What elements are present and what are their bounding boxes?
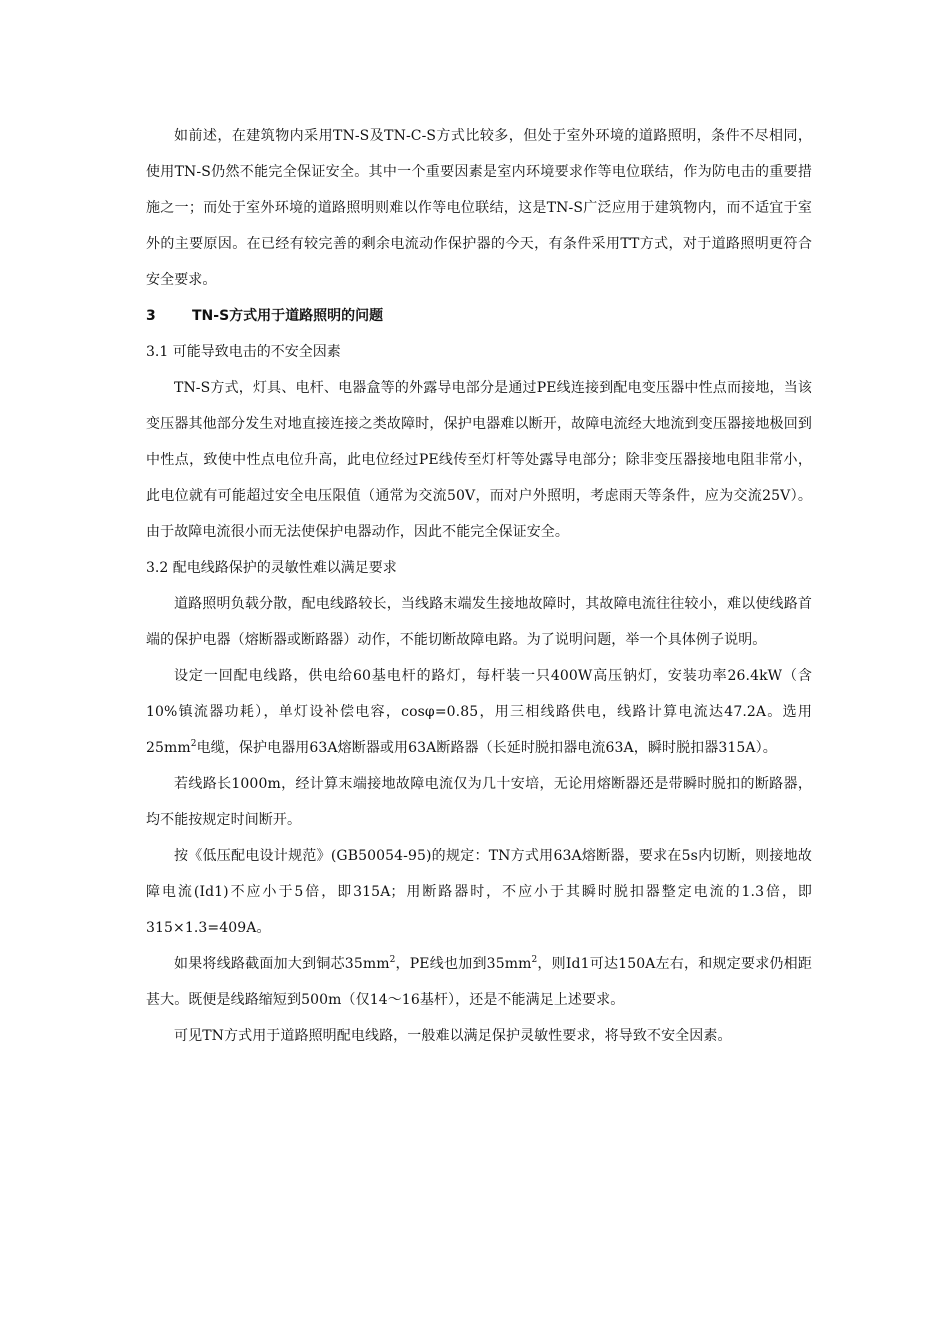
section-3-1-heading: 3.1 可能导致电击的不安全因素 — [146, 344, 341, 360]
section-3-title: TN-S方式用于道路照明的问题 — [192, 308, 384, 324]
example-text-a: 设定一回配电线路，供电给60基电杆的路灯，每杆装一只400W高压钠灯，安装功率26.4kW（含10%镇流器功耗），单灯设补偿电容，cosφ=0.85，用三相线路供电，线路计算电流达47.2A。选用25mm — [146, 668, 812, 756]
superscript-2: 2 — [190, 739, 197, 749]
section-3-number: 3 — [146, 308, 156, 324]
example-text-b: 电缆，保护电器用63A熔断器或用63A断路器（长延时脱扣器电流63A，瞬时脱扣器315A）。 — [196, 740, 777, 756]
section-3-2-heading: 3.2 配电线路保护的灵敏性难以满足要求 — [146, 560, 397, 576]
paragraph-intro: 如前述，在建筑物内采用TN-S及TN-C-S方式比较多，但处于室外环境的道路照明，条件不尽相同，使用TN-S仍然不能完全保证安全。其中一个重要因素是室内环境要求作等电位联结，作为防电击的重要措施之一；而处于室外环境的道路照明则难以作等电位联结，这是TN-S广泛应用于建筑物内，而不适宜于室外的主要原因。在已经有较完善的剩余电流动作保护器的今天，有条件采用TT方式，对于道路照明更符合安全要求。 — [146, 128, 812, 288]
section-text-c: ，则Id1可达150A左右，和规定要求仍相距甚大。既便是线路缩短到500m（仅14～16基杆），还是不能满足上述要求。 — [146, 956, 812, 1008]
paragraph-3-2-length: 若线路长1000m，经计算末端接地故障电流仅为几十安培，无论用熔断器还是带瞬时脱扣的断路器，均不能按规定时间断开。 — [146, 776, 812, 828]
paragraph-conclusion: 可见TN方式用于道路照明配电线路，一般难以满足保护灵敏性要求，将导致不安全因素。 — [174, 1028, 732, 1044]
paragraph-3-2-example — [146, 658, 812, 766]
paragraph-3-2-standard: 按《低压配电设计规范》(GB50054-95)的规定：TN方式用63A熔断器，要求在5s内切断，则接地故障电流(Id1)不应小于5倍，即315A；用断路器时，不应小于其瞬时脱扣器整定电流的1.3倍，即315×1.3=409A。 — [146, 848, 812, 936]
superscript-2: 2 — [389, 955, 396, 965]
paragraph-3-2-a: 道路照明负载分散，配电线路较长，当线路末端发生接地故障时，其故障电流往往较小，难以使线路首端的保护电器（熔断器或断路器）动作，不能切断故障电路。为了说明问题，举一个具体例子说明。 — [146, 596, 812, 648]
superscript-2: 2 — [531, 955, 538, 965]
section-text-b: ，PE线也加到35mm — [395, 956, 532, 972]
paragraph-3-1: TN-S方式，灯具、电杆、电器盒等的外露导电部分是通过PE线连接到配电变压器中性点而接地，当该变压器其他部分发生对地直接连接之类故障时，保护电器难以断开，故障电流经大地流到变压器接地极回到中性点，致使中性点电位升高，此电位经过PE线传至灯杆等处露导电部分；除非变压器接地电阻非常小，此电位就有可能超过安全电压限值（通常为交流50V，而对户外照明，考虑雨天等条件，应为交流25V）。由于故障电流很小而无法使保护电器动作，因此不能完全保证安全。 — [146, 380, 812, 540]
paragraph-3-2-section — [146, 946, 812, 1018]
section-3-heading — [146, 298, 812, 334]
document-body — [146, 118, 812, 1054]
section-text-a: 如果将线路截面加大到铜芯35mm — [174, 956, 390, 972]
